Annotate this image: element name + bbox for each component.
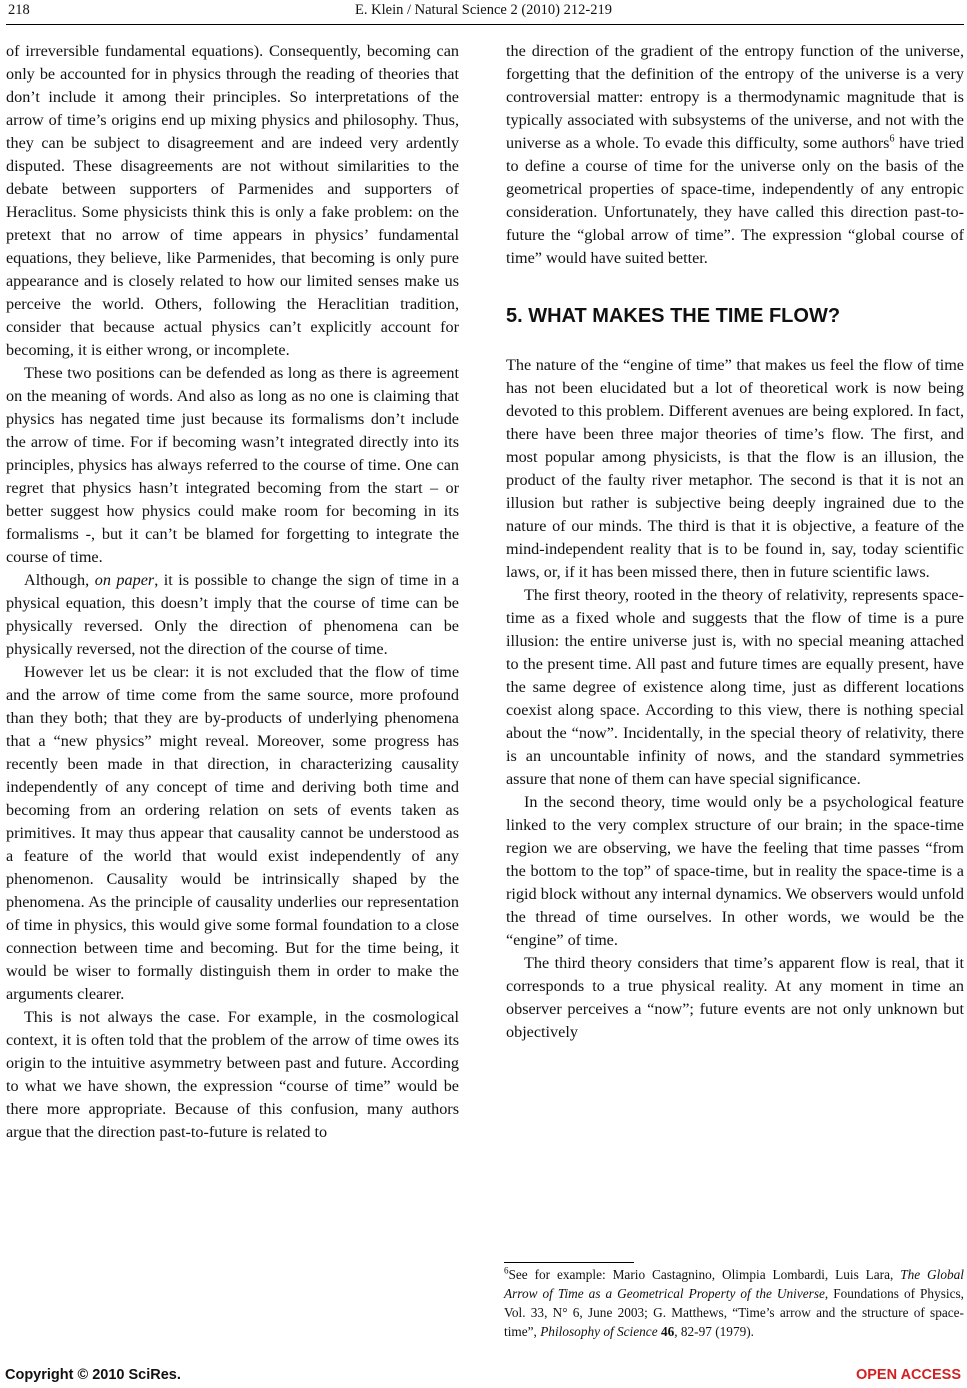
footnote-marker: 6	[504, 1265, 509, 1276]
paragraph: In the second theory, time would only be a psychological feature linked to the very complex structure of our brain; in the space-time region we are observing, we have the feeling that time passes “from the bottom to the top” of space-time, but in reality the space-time is a rigid block without any internal dynamics. We observers would unfold the thread of time ourselves. In other words, we would be the “engine” of time.	[506, 793, 964, 949]
section-heading: 5. WHAT MAKES THE TIME FLOW?	[506, 305, 841, 327]
paragraph: This is not always the case. For example, in the cosmological context, it is often told that the problem of the arrow of time owes its origin to the intuitive asymmetry between past and future. According to what we have shown, the expression “course of time” would be there more appropriate. Because of this confusion, many authors argue that the direction past-to-future is related to	[6, 1008, 459, 1141]
paragraph: However let us be clear: it is not excluded that the flow of time and the arrow of time come from the same source, more profound than they both; that they are by-products of underlying phenomena that a “new physics” might reveal. Moreover, some progress has recently been made in that direction, in characterizing causality independently of any concept of time and deriving both time and becoming from an ordering relation on sets of events taken as primitives. It may thus appear that causality cannot be understood as a feature of the world that would exist independently of any phenomenon. Causality would be intrinsically shaped by the phenomena. As the principle of causality underlies our representation of time in physics, this would give some formal foundation to a close connection between time and becoming. But for the time being, it would be wiser to formally distinguish them in order to make the arguments clearer.	[6, 663, 459, 1003]
paragraph: The third theory considers that time’s apparent flow is real, that it corresponds to a true physical reality. At any moment in time an observer perceives a “now”; future events are not only unknown but objectively	[506, 954, 964, 1041]
paragraph: The nature of the “engine of time” that makes us feel the flow of time has not been elucidated but a lot of theoretical work is now being devoted to this problem. Different avenues are being explored. In fact, there have been three major theories of time’s flow. The first, and most popular among physicists, is that the flow is an illusion, the product of the faulty river metaphor. The second is that it is not an illusion but rather is subjective being deeply ingrained due to the nature of our minds. The third is that it is objective, a feature of the mind-independent reality that is to be found in, say, today scientific laws, or, if it has been missed there, then in future scientific laws.	[506, 356, 964, 581]
footnote-rule	[504, 1262, 634, 1263]
page-number: 218	[8, 2, 30, 18]
copyright-notice: Copyright © 2010 SciRes.	[5, 1367, 181, 1383]
paragraph: These two positions can be defended as long as there is agreement on the meaning of words. And also as long as no one is claiming that physics has negated time just because its formalisms don’t include the arrow of time. For if becoming wasn’t integrated directly into its principles, physics has always referred to the course of time. One can regret that physics hasn’t integrated becoming from the start – or better suggest how physics could make room for becoming in its formalisms -, but it can’t be blamed for forgetting to integrate the course of time.	[6, 364, 459, 566]
paragraph: the direction of the gradient of the entropy function of the universe, forgetting that the definition of the entropy of the universe is a very controversial matter: entropy is a thermodynamic magnitude that is typically associated with subsystems of the universe, and not with the universe as a whole. To evade this difficulty, some authors$^6$ have tried to define a course of time for the universe only on the basis of the geometrical properties of space-time, independently of any entropic consideration. Unfortunately, they have called this direction past-to-future the “global arrow of time”. The expression “global course of time” would have suited better.	[506, 42, 964, 267]
right-column	[506, 40, 964, 1044]
paragraph: Although, on paper, it is possible to change the sign of time in a physical equation, this doesn’t imply that the course of time can be physically reversed. Only the direction of phenomena can be physically reversed, not the direction of the course of time.	[6, 571, 460, 658]
footnote-ref[interactable]: 6	[889, 133, 895, 145]
left-column	[6, 40, 459, 1144]
open-access-label: OPEN ACCESS	[855, 1367, 961, 1383]
emphasis: on paper	[94, 571, 155, 589]
running-title: E. Klein / Natural Science 2 (2010) 212-219	[355, 2, 612, 18]
footnote: $^6$See for example: Mario Castagnino, Olimpia Lombardi, Luis Lara, The Global Arrow of Time as a Geometrical Property of the Universe, Foundations of Physics, Vol. 33, N° 6, June 2003; G. Matthews, “Time’s arrow and the structure of space-time”, Philosophy of Science 46, 82-97 (1979).	[504, 1265, 964, 1339]
paragraph: The first theory, rooted in the theory of relativity, represents space-time as a fixed whole and suggests that the flow of time is a pure illusion: the entire universe just is, with no special meaning attached to the present time. All past and future times are equally present, have the same degree of existence along time, just as different locations coexist along space. According to this view, there is nothing special about the “now”. Incidentally, in the special theory of relativity, there is an uncountable infinity of nows, and the standard symmetries assure that none of them can have special significance.	[506, 586, 964, 788]
header-rule	[6, 24, 964, 25]
paragraph: of irreversible fundamental equations). Consequently, becoming can only be accounted for in physics through the reading of theories that don’t include it among their principles. So interpretations of the arrow of time’s origins end up mixing physics and philosophy. Thus, they can be subject to disagreement and are indeed very ardently disputed. These disagreements are not without similarities to the debate between supporters of Parmenides and supporters of Heraclitus. Some physicists think this is only a fake problem: on the pretext that no arrow of time appears in physics’ fundamental equations, they believe, like Parmenides, that becoming is only pure appearance and is closely related to how our limited senses make us perceive the world. Others, following the Heraclitian tradition, consider that because actual physics can’t explicitly account for becoming, it is either wrong, or incomplete.	[6, 42, 459, 359]
